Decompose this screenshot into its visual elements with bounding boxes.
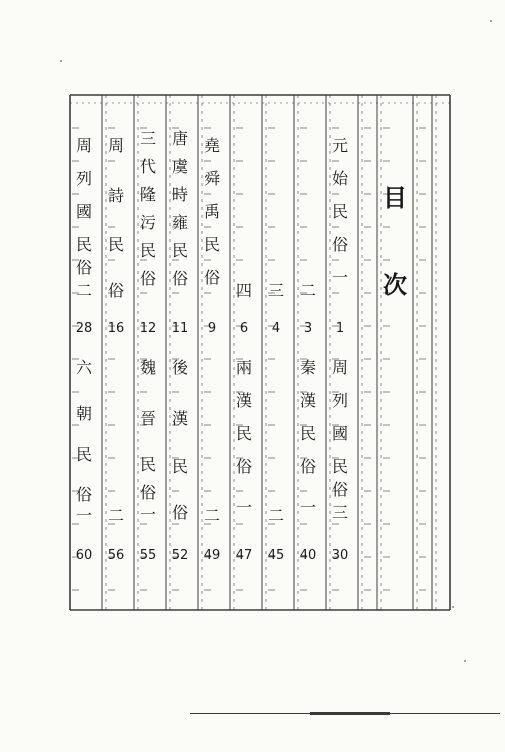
chapter-char: 堯 xyxy=(203,136,220,155)
toc-column xyxy=(198,95,226,610)
chapter-char: 雍 xyxy=(171,213,188,232)
chapter-char: 虞 xyxy=(171,157,188,176)
chapter-char: 周 xyxy=(107,136,124,155)
chapter-char: 元 xyxy=(331,136,348,155)
chapter-char: 民 xyxy=(75,445,92,464)
chapter-char: 三 xyxy=(139,129,156,148)
chapter-char: 俗 xyxy=(75,485,92,504)
chapter-char: 隆 xyxy=(139,185,156,204)
chapter-char: 二 xyxy=(203,506,220,525)
toc-column xyxy=(166,95,194,610)
page-number: 1 xyxy=(335,321,345,336)
chapter-char: 漢 xyxy=(171,409,188,428)
chapter-char: 六 xyxy=(75,358,92,377)
chapter-char: 後 xyxy=(171,358,188,377)
page-number: 52 xyxy=(171,548,189,563)
chapter-char: 代 xyxy=(139,157,156,176)
chapter-char: 三 xyxy=(267,281,284,300)
toc-column xyxy=(262,95,290,610)
chapter-char: 始 xyxy=(331,169,348,188)
chapter-char: 二 xyxy=(267,506,284,525)
chapter-char: 俗 xyxy=(299,457,316,476)
chapter-char: 國 xyxy=(75,202,92,221)
chapter-char: 俗 xyxy=(171,269,188,288)
toc-column xyxy=(294,95,322,610)
chapter-char: 朝 xyxy=(75,404,92,423)
chapter-char: 民 xyxy=(235,424,252,443)
chapter-char: 污 xyxy=(139,213,156,232)
page-number: 4 xyxy=(271,321,281,336)
scan-speck xyxy=(60,60,62,62)
page-number: 55 xyxy=(139,548,157,563)
toc-title-char-2: 次 xyxy=(383,271,407,299)
page-number: 6 xyxy=(239,321,249,336)
chapter-char: 一 xyxy=(139,505,156,524)
page-number: 60 xyxy=(75,548,93,563)
toc-column xyxy=(326,95,354,610)
chapter-char: 民 xyxy=(171,457,188,476)
chapter-char: 二 xyxy=(107,506,124,525)
chapter-char: 詩 xyxy=(107,186,124,205)
chapter-char: 列 xyxy=(331,391,348,410)
chapter-char: 民 xyxy=(139,455,156,474)
page-number: 28 xyxy=(75,321,93,336)
chapter-char: 俗 xyxy=(139,269,156,288)
chapter-char: 時 xyxy=(171,185,188,204)
chapter-char: 舜 xyxy=(203,169,220,188)
chapter-char: 二 xyxy=(299,281,316,300)
page-number: 30 xyxy=(331,548,349,563)
chapter-char: 兩 xyxy=(235,358,252,377)
scan-edge-line xyxy=(390,713,500,714)
scan-speck xyxy=(490,20,492,22)
page-number: 40 xyxy=(299,548,317,563)
chapter-char: 國 xyxy=(331,424,348,443)
chapter-char: 俗 xyxy=(331,235,348,254)
page-number: 12 xyxy=(139,321,157,336)
page-number: 16 xyxy=(107,321,125,336)
chapter-char: 三 xyxy=(331,503,348,522)
chapter-char: 俗 xyxy=(203,268,220,287)
chapter-char: 周 xyxy=(75,136,92,155)
chapter-char: 一 xyxy=(299,498,316,517)
chapter-char: 唐 xyxy=(171,129,188,148)
toc-column xyxy=(230,95,258,610)
toc-column xyxy=(70,95,98,610)
chapter-char: 民 xyxy=(139,241,156,260)
page-number: 49 xyxy=(203,548,221,563)
page-number: 45 xyxy=(267,548,285,563)
chapter-char: 漢 xyxy=(235,391,252,410)
chapter-char: 民 xyxy=(299,424,316,443)
chapter-char: 民 xyxy=(203,235,220,254)
page-number: 56 xyxy=(107,548,125,563)
chapter-char: 一 xyxy=(331,268,348,287)
scan-speck xyxy=(464,660,466,662)
chapter-char: 民 xyxy=(171,241,188,260)
chapter-char: 民 xyxy=(331,202,348,221)
chapter-char: 俗 xyxy=(75,258,92,277)
chapter-char: 民 xyxy=(75,235,92,254)
scan-edge-line xyxy=(310,712,390,715)
page-number: 47 xyxy=(235,548,253,563)
chapter-char: 民 xyxy=(107,235,124,254)
chapter-char: 列 xyxy=(75,169,92,188)
page-number: 11 xyxy=(171,321,189,336)
page-number: 9 xyxy=(207,321,217,336)
chapter-char: 民 xyxy=(331,457,348,476)
chapter-char: 俗 xyxy=(139,483,156,502)
toc-column xyxy=(134,95,162,610)
chapter-char: 四 xyxy=(235,281,252,300)
chapter-char: 二 xyxy=(75,281,92,300)
toc-column xyxy=(102,95,130,610)
toc-title-char-1: 目 xyxy=(383,184,407,212)
page-number: 3 xyxy=(303,321,313,336)
chapter-char: 俗 xyxy=(171,503,188,522)
chapter-char: 漢 xyxy=(299,391,316,410)
chapter-char: 晉 xyxy=(139,409,156,428)
chapter-char: 魏 xyxy=(139,358,156,377)
scan-edge-line xyxy=(190,713,310,714)
chapter-char: 秦 xyxy=(299,358,316,377)
chapter-char: 俗 xyxy=(107,281,124,300)
chapter-char: 俗 xyxy=(331,480,348,499)
chapter-char: 周 xyxy=(331,358,348,377)
chapter-char: 一 xyxy=(235,498,252,517)
chapter-char: 一 xyxy=(75,506,92,525)
chapter-char: 禹 xyxy=(203,202,220,221)
scan-speck xyxy=(452,606,454,608)
chapter-char: 俗 xyxy=(235,457,252,476)
